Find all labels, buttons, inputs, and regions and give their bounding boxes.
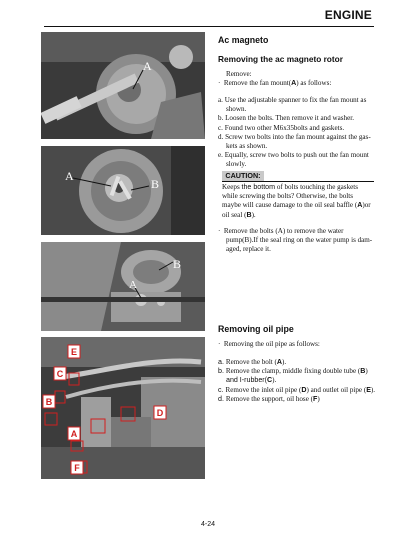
photo-fan-mount-bolts — [41, 146, 205, 235]
page-header-title: ENGINE — [324, 8, 372, 22]
oil-pipe-intro-line: · Removing the oil pipe as follows: — [218, 340, 320, 348]
photo4-label-f: F — [74, 463, 80, 473]
caution-label: CAUTION: — [222, 171, 264, 181]
photo-ac-magneto-rotor-spanner — [41, 32, 205, 139]
remove-instructions — [218, 70, 376, 88]
rotor-steps — [218, 96, 378, 170]
water-pump-line: pump(B).If the seal ring on the water pump is dam- — [226, 236, 373, 245]
caution-line: maybe will cause damage to the oil seal baffle (A)or — [222, 201, 371, 210]
oil-pipe-steps — [218, 358, 380, 404]
photo4-label-c: C — [56, 369, 64, 379]
step-line: a. Use the adjustable spanner to fix the fan mount as — [218, 96, 367, 104]
page-number: 4-24 — [200, 521, 215, 528]
caution-line: oil seal (B). — [222, 210, 256, 219]
photo-oil-pipe — [41, 337, 205, 479]
water-pump-text — [218, 227, 378, 255]
remove-label: Remove: — [226, 70, 252, 78]
photo3-label-b: B — [173, 257, 182, 271]
photo-water-pump — [41, 242, 205, 331]
photo3-label-a: A — [129, 279, 137, 291]
section-title-oil-pipe: Removing oil pipe — [218, 324, 294, 334]
step-line: shown. — [226, 105, 247, 114]
section-title-ac-magneto: Ac magneto — [218, 35, 269, 45]
oil-step-line: and I-rubber(C). — [226, 376, 277, 385]
oil-step-line: a. Remove the bolt (A). — [218, 358, 287, 366]
oil-step-line: d. Remove the support, oil hose (F) — [218, 394, 320, 403]
caution-line: Keeps the bottom of bolts touching the gaskets — [222, 183, 358, 191]
water-pump-line: aged, replace it. — [226, 245, 271, 254]
step-line: e. Equally, screw two bolts to push out the fan mount — [218, 151, 369, 160]
caution-text — [222, 183, 378, 220]
step-line: c. Found two other M6x35bolts and gaskets. — [218, 123, 345, 132]
step-line: d. Screw two bolts into the fan mount against the gas- — [218, 132, 371, 141]
photo4-label-e: E — [70, 347, 78, 357]
step-line: slowly. — [226, 160, 247, 169]
photo4-label-d: D — [156, 408, 164, 418]
oil-pipe-intro — [218, 340, 378, 349]
header-rule — [44, 26, 374, 27]
caution-rule — [222, 181, 374, 182]
photo4-label-a: A — [70, 429, 78, 439]
photo1-label-a: A — [143, 59, 152, 73]
photo2-label-b: B — [151, 177, 160, 191]
water-pump-line: · Remove the bolts (A) to remove the water — [218, 227, 344, 235]
photo4-label-b: B — [45, 397, 53, 407]
subsection-title-rotor: Removing the ac magneto rotor — [218, 54, 343, 64]
step-line: kets as shown. — [226, 142, 268, 151]
oil-step-line: b. Remove the clamp, middle fixing double tube (B) — [218, 367, 368, 376]
caution-line: while screwing the bolts? Otherwise, the bolts — [222, 192, 354, 201]
step-line: b. Loosen the bolts. Then remove it and washer. — [218, 114, 355, 123]
photo2-label-a: A — [65, 169, 74, 183]
remove-item: · Remove the fan mount(A) as follows: — [218, 79, 332, 88]
oil-step-line: c. Remove the inlet oil pipe (D) and outlet oil pipe (E). — [218, 385, 376, 394]
